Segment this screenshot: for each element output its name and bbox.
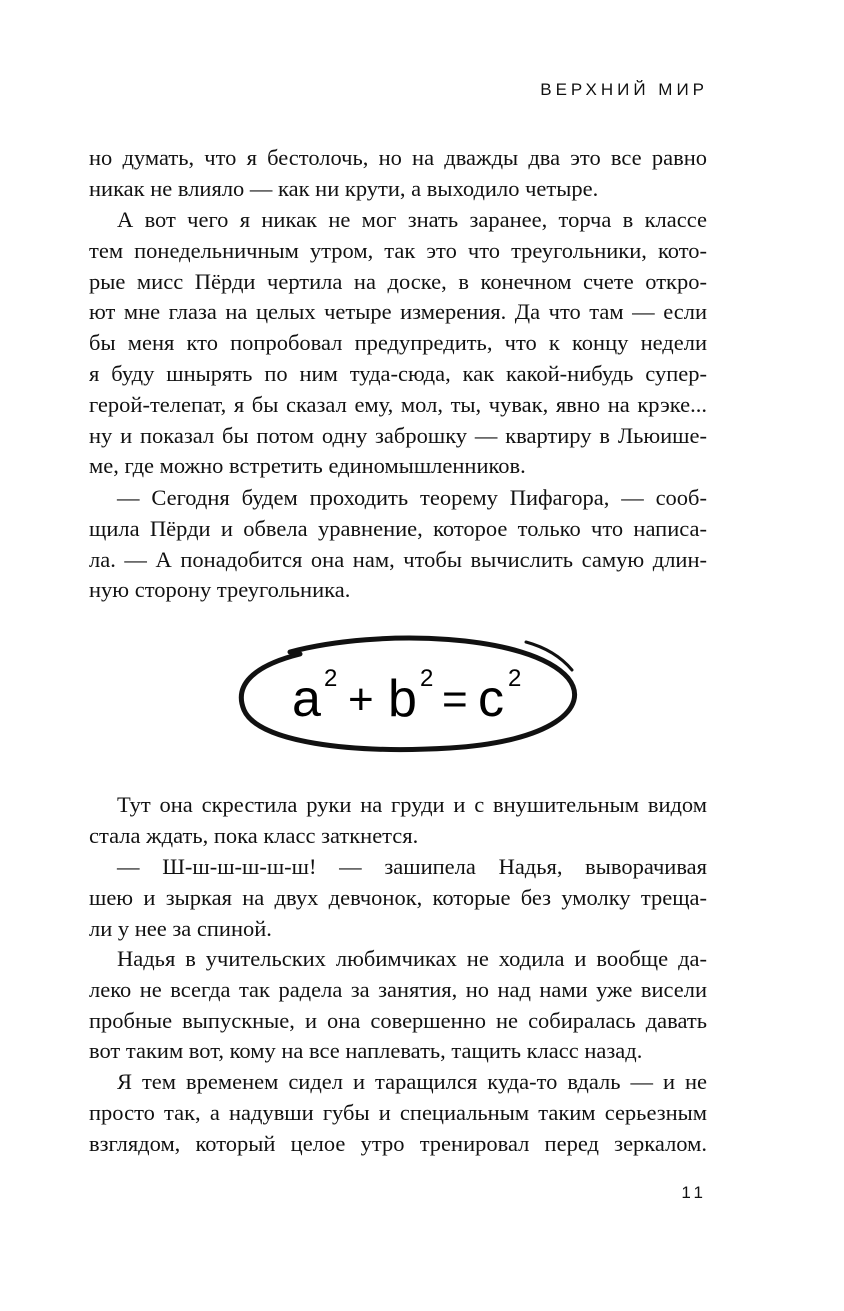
formula-equals: = (442, 675, 468, 724)
pythagorean-formula (230, 630, 590, 760)
text-line: вот таким вот, кому на все наплевать, тащить класс назад. (89, 1038, 643, 1064)
paragraph-7 (89, 1067, 707, 1159)
text-line: рые мисс Пёрди чертила на доске, в конечном счете откро- (89, 268, 707, 294)
paragraph-1 (89, 143, 707, 205)
paragraph-5 (89, 852, 707, 944)
text-line: ную сторону треугольника. (89, 577, 351, 603)
text-line: леко не всегда так радела за занятия, но над нами уже висели (89, 976, 707, 1002)
text-line: тем понедельничным утром, так это что треугольники, кото- (89, 237, 707, 263)
circled-formula (230, 630, 590, 760)
paragraph-3 (89, 483, 707, 606)
paragraph-4 (89, 790, 707, 852)
text-line: ли у нее за спиной. (89, 915, 272, 941)
formula-a: a (292, 670, 321, 728)
formula-c-exponent: 2 (508, 665, 522, 692)
formula-a-exponent: 2 (324, 665, 338, 692)
text-line: шею и зыркая на двух девчонок, которые без умолку треща- (89, 884, 707, 910)
paragraph-2 (89, 205, 707, 482)
text-line: Тут она скрестила руки на груди и с внушительным видом (117, 792, 707, 817)
text-line: ну и показал бы потом одну заброшку — квартиру в Льюише- (89, 422, 707, 448)
text-line: ме, где можно встретить единомышленников. (89, 453, 526, 479)
text-line: стала ждать, пока класс заткнется. (89, 822, 419, 848)
formula-c: c (478, 670, 504, 728)
text-line: я буду шнырять по ним туда-сюда, как какой-нибудь супер- (89, 360, 707, 386)
paragraph-6 (89, 944, 707, 1067)
text-line: ла. — А понадобится она нам, чтобы вычислить самую длин- (89, 546, 707, 572)
text-line: — Ш-ш-ш-ш-ш-ш! — зашипела Надья, выворачивая (117, 854, 707, 879)
page-number: 11 (681, 1183, 707, 1202)
text-line: но думать, что я бестолочь, но на дважды два это все равно (89, 145, 707, 170)
text-line: просто так, а надувши губы и специальным таким серьезным (89, 1099, 707, 1125)
text-line: щила Пёрди и обвела уравнение, которое только что написа- (89, 515, 707, 541)
text-line: Надья в учительских любимчиках не ходила и вообще да- (117, 946, 707, 971)
text-line: пробные выпускные, и она совершенно не собиралась давать (89, 1007, 707, 1033)
text-line: А вот чего я никак не мог знать заранее, торча в классе (117, 207, 707, 232)
text-line: — Сегодня будем проходить теорему Пифагора, — сооб- (117, 485, 707, 510)
text-line: герой-телепат, я бы сказал ему, мол, ты, чувак, явно на крэке... (89, 391, 707, 417)
formula-b: b (388, 670, 417, 728)
text-line: никак не влияло — как ни крути, а выходило четыре. (89, 175, 599, 201)
text-line: бы меня кто попробовал предупредить, что к концу недели (89, 330, 707, 356)
formula-b-exponent: 2 (420, 665, 434, 692)
formula-plus: + (348, 675, 374, 724)
text-line: Я тем временем сидел и таращился куда-то вдаль — и не (117, 1069, 707, 1094)
text-line: взглядом, который целое утро тренировал перед зеркалом. (89, 1130, 707, 1156)
text-line: ют мне глаза на целых четыре измерения. Да что там — если (89, 299, 707, 325)
running-title: ВЕРХНИЙ МИР (540, 80, 708, 99)
